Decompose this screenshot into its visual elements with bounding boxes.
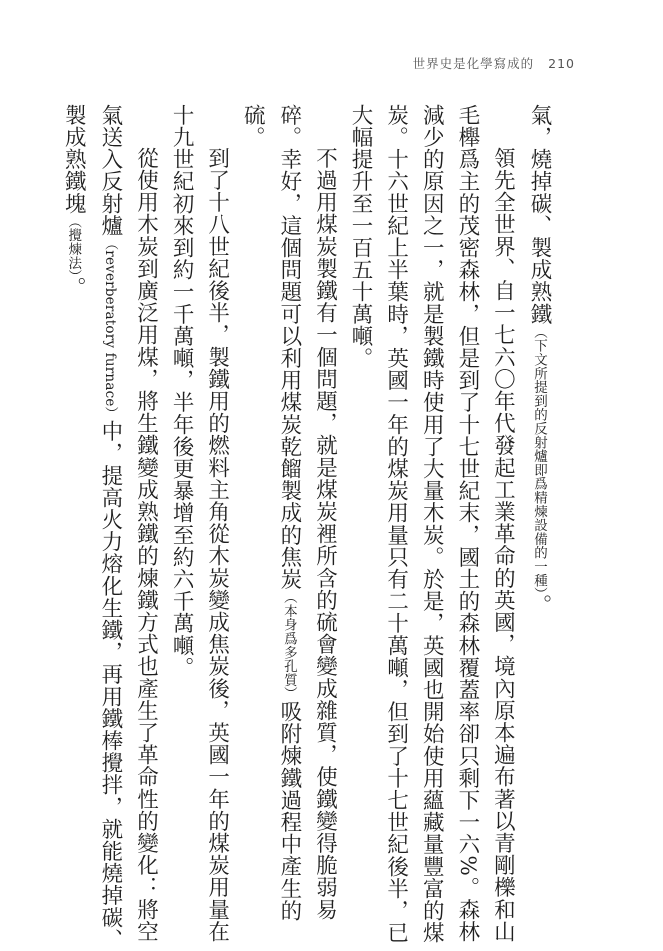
line-text-continued: 。: [527, 594, 552, 617]
line-text: 減少的原因之一，就是製鐵時使用了大量木炭。於是，英國也開始使用蘊藏量豐富的煤: [419, 104, 445, 944]
line-text: 炭。十六世紀上半葉時，英國一年的煤炭用量只有二十萬噸，但到了十七世紀後半，已: [383, 104, 409, 944]
text-line: [91, 104, 128, 951]
line-text-continued: 。: [61, 276, 87, 299]
page-header: [413, 54, 575, 72]
text-line: [307, 104, 343, 921]
book-title: 世界史是化學寫成的: [412, 56, 535, 71]
inline-note: （攪煉法）: [65, 214, 82, 277]
text-line: [128, 104, 164, 943]
page-number: 210: [548, 56, 575, 71]
inline-term: （reverberatory furnace）: [101, 236, 118, 421]
text-line: [342, 104, 378, 874]
text-line: [378, 104, 414, 944]
line-text-continued: 吸附煉鐵過程中產生的: [276, 700, 302, 922]
text-line: [199, 104, 235, 943]
line-text: 碎。幸好，這個問題可以利用煤炭乾餾製成的焦炭: [276, 104, 302, 591]
inline-note: （本身爲多孔質）: [280, 590, 297, 701]
line-text: 毛櫸爲主的茂密森林，但是到了十七世紀末，國土的森林覆蓋率卻只剩下一六%。森林: [454, 104, 480, 943]
text-line: [55, 104, 92, 874]
line-text-continued: 中，提高火力熔化生鐵，再用鐵棒攪拌，就能燒掉碳、: [97, 420, 123, 951]
text-line: [414, 104, 450, 944]
line-text: 氣，燒掉碳、製成熟鐵: [527, 104, 552, 325]
line-text: 從使用木炭到廣泛用煤，將生鐵變成熟鐵的煉鐵方式也產生了革命性的變化：將空: [133, 147, 159, 943]
line-text: 大幅提升至一百五十萬噸。: [348, 104, 374, 370]
inline-note: （下文所提到的反射爐即爲精煉設備的一種）: [531, 325, 547, 595]
line-text: 到了十八世紀後半，製鐵用的燃料主角從木炭變成焦炭後，英國一年的煤炭用量在: [204, 147, 230, 943]
text-line: [520, 104, 557, 874]
text-line: [163, 104, 199, 874]
line-text: 硫。: [240, 104, 266, 149]
line-text: 領先全世界、自一七六〇年代發起工業革命的英國，境內原本遍布著以青剛櫟和山: [490, 147, 516, 943]
text-line: [485, 104, 521, 943]
line-text: 十九世紀初來到約一千萬噸，半年後更暴增至約六千萬噸。: [169, 104, 195, 679]
body-text: [61, 104, 557, 951]
line-text: 製成熟鐵塊: [61, 104, 87, 215]
line-text: 不過用煤炭製鐵有一個問題，就是煤炭裡所含的硫會變成雜質，使鐵變得脆弱易: [312, 147, 338, 921]
text-line: [449, 104, 485, 943]
text-line: [235, 104, 271, 874]
line-text: 氣送入反射爐: [97, 104, 123, 237]
text-line: [270, 104, 307, 922]
